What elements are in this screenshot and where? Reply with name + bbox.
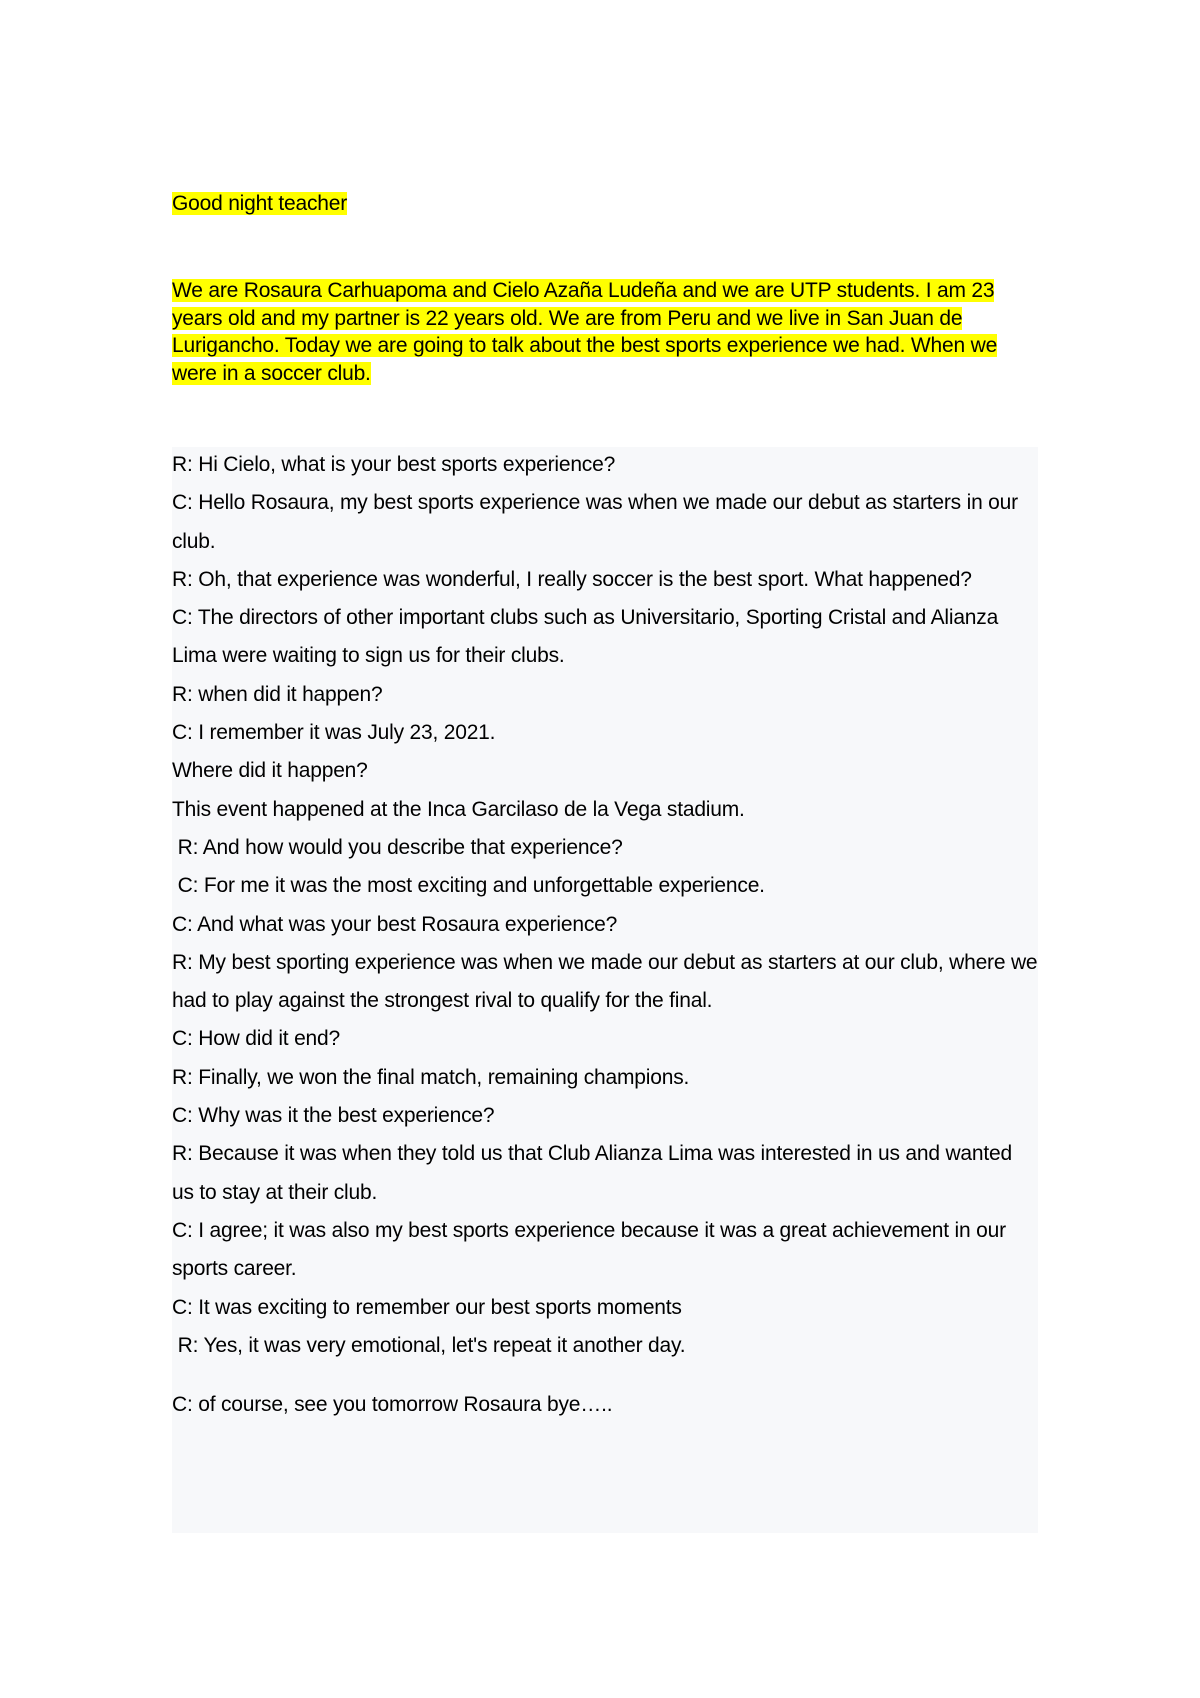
dialogue-line: C: For me it was the most exciting and unforgettable experience. bbox=[172, 874, 765, 898]
greeting-highlight: Good night teacher bbox=[172, 192, 348, 215]
dialogue-line: C: The directors of other important clubs such as Universitario, Sporting Cristal and Alianza Lima were waiting to sign us for their clubs. bbox=[172, 606, 1004, 668]
dialogue-line: R: Because it was when they told us that Club Alianza Lima was interested in us and wanted us to stay at their club. bbox=[172, 1142, 1018, 1204]
dialogue-line: C: And what was your best Rosaura experience? bbox=[172, 912, 618, 936]
greeting-text bbox=[172, 190, 347, 218]
dialogue-line: Where did it happen? bbox=[172, 759, 368, 783]
closing-line: C: of course, see you tomorrow Rosaura bye….. bbox=[172, 1393, 613, 1417]
intro-highlight: We are Rosaura Carhuapoma and Cielo Azaña Ludeña and we are UTP students. I am 23 years old and my partner is 22 years old. We are from Peru and we live in San Juan de Lurigancho. Today we are going to talk about the best sports experience we had. When we were in a soccer club. bbox=[172, 279, 998, 385]
dialogue-line: C: I agree; it was also my best sports experience because it was a great achievement in our sports career. bbox=[172, 1218, 1012, 1281]
dialogue-line: C: Hello Rosaura, my best sports experience was when we made our debut as starters in our club. bbox=[172, 491, 1024, 553]
dialogue-line: R: My best sporting experience was when we made our debut as starters at our club, where we had to play against the strongest rival to qualify for the final. bbox=[172, 950, 1044, 1013]
dialogue-line: C: How did it end? bbox=[172, 1027, 340, 1051]
dialogue-line: C: I remember it was July 23, 2021. bbox=[172, 721, 496, 745]
paragraph-gap bbox=[172, 1365, 1038, 1386]
dialogue-line: R: Yes, it was very emotional, let's repeat it another day. bbox=[172, 1333, 686, 1357]
dialogue-line: C: It was exciting to remember our best sports moments bbox=[172, 1295, 682, 1319]
dialogue-line: R: Hi Cielo, what is your best sports experience? bbox=[172, 453, 616, 476]
dialogue-line: R: when did it happen? bbox=[172, 682, 383, 706]
dialogue-line: This event happened at the Inca Garcilaso de la Vega stadium. bbox=[172, 797, 745, 821]
dialogue-section bbox=[172, 446, 1044, 1424]
intro-paragraph bbox=[172, 277, 1042, 387]
dialogue-line: R: Oh, that experience was wonderful, I really soccer is the best sport. What happened? bbox=[172, 567, 972, 591]
dialogue-line: R: And how would you describe that experience? bbox=[172, 835, 623, 859]
dialogue-line: R: Finally, we won the final match, remaining champions. bbox=[172, 1065, 690, 1089]
dialogue-line: C: Why was it the best experience? bbox=[172, 1104, 495, 1128]
